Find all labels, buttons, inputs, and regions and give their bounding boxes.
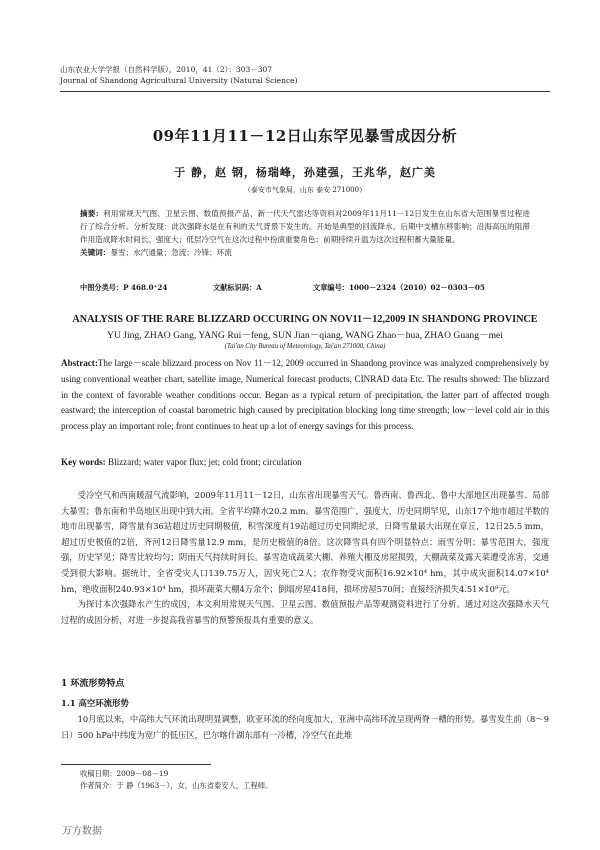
authors-en: YU Jing, ZHAO Gang, YANG Rui－feng, SUN Jian－qiang, WANG Zhao－hua, ZHAO Guang－mei [107, 330, 503, 341]
footnotes [80, 768, 272, 792]
abstract-cn [80, 207, 530, 246]
abstract-en-text: The large－scale blizzard process on Nov 11－12, 2009 occurred in Shandong province was analyzed comprehensively by using conventional weather chart, satellite image, Numerical forecast products, CINRAD data Etc. The results showed: The blizzard in the context of favorable weather conditions occur. Began as a typical return of precipitation, the latter part of affected trough eastward; the interception of coastal barometric high caused by precipitation blocking long time strength; low－level cold air in this process play an important role; front continues to heat up a lot of energy savings for this process. [61, 358, 549, 432]
keywords-en-label: Key words: [61, 457, 106, 467]
article-number: 文章编号：1000－2324（2010）02－0303－05 [313, 283, 485, 292]
received-date: 收稿日期：2009－08－19 [80, 769, 169, 778]
keywords-en-text: Blizzard; water vapor flux; jet; cold front; circulation [108, 457, 302, 467]
authors-cn: 于 静，赵 钢，杨瑞峰，孙建强，王兆华，赵广美 [174, 166, 436, 179]
affiliation-en: (Tai'an City Bureau of Meteorology, Tai'an 271000, China) [224, 343, 386, 350]
keywords-cn [80, 246, 530, 259]
keywords-cn-label: 关键词： [80, 248, 111, 257]
paper-title-en: ANALYSIS OF THE RARE BLIZZARD OCCURING ON NOV11－12,2009 IN SHANDONG PROVINCE [72, 314, 538, 325]
document-code: 文献标识码：A [213, 283, 262, 292]
section-heading-1: 1 环流形势特点 [61, 679, 125, 689]
paper-title-cn: 09年11月11－12日山东罕见暴雪成因分析 [152, 127, 458, 145]
clc-number: 中图分类号：P 468.0⁺24 [80, 283, 168, 292]
abstract-en-label: Abstract: [61, 358, 98, 368]
section-body [61, 712, 549, 743]
affiliation-cn: （泰安市气象局，山东 泰安 271000） [243, 186, 367, 194]
footnote-rule [61, 764, 211, 765]
abstract-en [61, 356, 549, 435]
abstract-cn-label: 摘要： [80, 209, 104, 218]
journal-citation-cn: 山东农业大学学报（自然科学版），2010，41（2）：303－307 [60, 65, 273, 74]
header-rule [60, 91, 550, 92]
journal-name-en: Journal of Shandong Agricultural University (Natural Science) [60, 76, 298, 85]
abstract-cn-block [80, 207, 530, 259]
section-paragraph-1: 10月底以来，中高纬大气环流出现明显调整，欧亚环流的经向度加大，亚洲中高纬环流呈现两脊一槽的形势。暴雪发生前（8～9日）500 hPa中纬度为宽广的低压区，巴尔喀什湖东部有一冷槽，冷空气在此堆 [61, 714, 549, 740]
intro-paragraph-1: 受冷空气和西南暖湿气流影响，2009年11月11－12日，山东省出现暴雪天气。鲁西南、鲁西北、鲁中大部地区出现暴雪、局部大暴雪；鲁东南和半岛地区出现中到大雨。全省平均降水20.2 mm。暴雪范围广，强度大，历史同期罕见，山东17个地市超过半数的地市出现暴雪，降雪量有36站超过历史同期极值，积雪深度有19站超过历史同期纪录，日降雪量最大出现在章丘，12日25.5 mm，超过历史极值的2倍，齐河12日降雪量12.9 mm，是历史极值的8倍。这次降雪具有四个明显特点：雨雪分明；暴雪范围大，强度强，历史罕见；降雪比较均匀；阴雨天气持续时间长。暴雪造成蔬菜大棚、养殖大棚及房屋损毁，大棚蔬菜及露天菜遭受冻害，交通受到很大影响。据统计，全省受灾人口139.75万人，因灾死亡2人；农作物受灾面积16.92×10⁴ hm，其中成灾面积14.07×10⁴ hm，绝收面积240.93×10⁴ hm，损坏蔬菜大棚4万余个；倒塌房屋418间，损坏房屋570间；直接经济损失4.51×10⁸元。 [61, 490, 549, 594]
watermark: 万方数据 [62, 826, 102, 837]
intro-body [61, 488, 549, 628]
keywords-en [61, 457, 549, 467]
keywords-cn-text: 暴雪；水汽通量；急流；冷锋；环流 [110, 248, 232, 257]
running-header [60, 64, 298, 86]
author-bio: 作者简介：于 静（1963－），女，山东省泰安人，工程师。 [80, 781, 273, 790]
subsection-heading-1-1: 1.1 高空环流形势 [61, 698, 129, 708]
abstract-cn-text: 利用常规天气图、卫星云图、数值预报产品、新一代天气雷达等资料对2009年11月11－12日发生在山东省大范围暴雪过程进行了综合分析。分析发现：此次强降水是在有利的天气背景下发生的。开始是典型的回流降水，后期中支槽东移影响；沿海高压的阻滞作用造成降水时间长、强度大；低层冷空气在这次过程中扮演重要角色；前期持续升温为这次过程积蓄大量能量。 [80, 209, 531, 244]
intro-paragraph-2: 为探讨本次强降水产生的成因，本文利用常规天气图、卫星云图、数值预报产品等观测资料进行了分析。通过对这次强降水天气过程的成因分析，对进一步提高我省暴雪的预警预报具有重要的意义。 [61, 599, 549, 625]
